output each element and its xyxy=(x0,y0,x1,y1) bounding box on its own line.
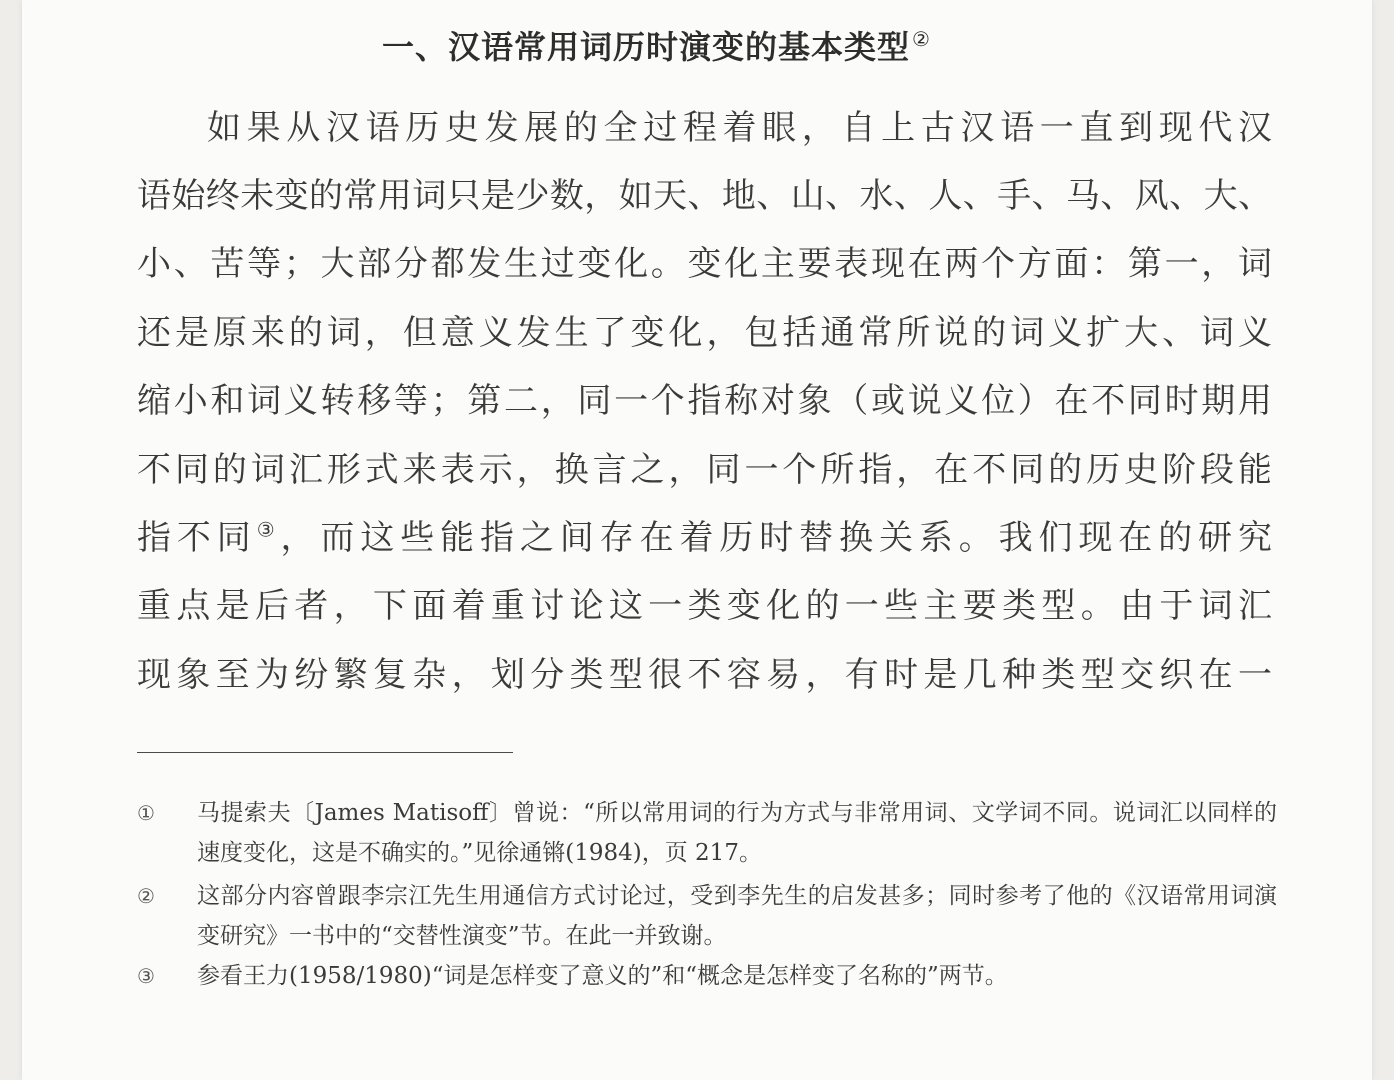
footnote-2-number: ② xyxy=(137,884,155,908)
footnote-3 xyxy=(137,956,1277,1000)
footnote-3-number: ③ xyxy=(137,964,155,988)
body-line-7 xyxy=(137,518,1272,558)
body-line-4: 还是原来的词，但意义发生了变化，包括通常所说的词义扩大、词义 xyxy=(137,313,1272,353)
body-line-3: 小、苦等；大部分都发生过变化。变化主要表现在两个方面：第一，词 xyxy=(137,244,1272,284)
body-line-8: 重点是后者，下面着重讨论这一类变化的一些主要类型。由于词汇 xyxy=(137,586,1272,626)
section-heading-text: 一、汉语常用词历时演变的基本类型 xyxy=(382,28,911,66)
body-line-5: 缩小和词义转移等；第二，同一个指称对象（或说义位）在不同时期用 xyxy=(137,381,1272,421)
footnote-separator xyxy=(137,752,513,753)
footnote-1-text: 马提索夫〔James Matisoff〕曾说：“所以常用词的行为方式与非常用词、文学词不同。说词汇以同样的速度变化，这是不确实的。”见徐通锵(1984)，页 217。 xyxy=(197,800,1277,866)
body-line-9: 现象至为纷繁复杂，划分类型很不容易，有时是几种类型交织在一 xyxy=(137,655,1272,695)
body-line-1: 如果从汉语历史发展的全过程着眼，自上古汉语一直到现代汉 xyxy=(207,108,1272,148)
footnote-2 xyxy=(137,876,1277,960)
footnote-ref-3[interactable]: ③ xyxy=(256,517,281,542)
footnote-ref-2[interactable]: ② xyxy=(912,27,931,52)
body-line-7-end: ，而这些能指之间存在着历时替换关系。我们现在的研究 xyxy=(280,518,1272,558)
footnote-1 xyxy=(137,793,1277,877)
body-line-7-start: 指不同 xyxy=(137,518,257,558)
footnote-3-text: 参看王力(1958/1980)“词是怎样变了意义的”和“概念是怎样变了名称的”两节。 xyxy=(197,963,1008,989)
footnote-2-text: 这部分内容曾跟李宗江先生用通信方式讨论过，受到李先生的启发甚多；同时参考了他的《汉语常用词演变研究》一书中的“交替性演变”节。在此一并致谢。 xyxy=(197,883,1277,949)
body-line-2: 语始终未变的常用词只是少数，如天、地、山、水、人、手、马、风、大、 xyxy=(137,176,1272,216)
book-page xyxy=(22,0,1372,1080)
body-line-6: 不同的词汇形式来表示，换言之，同一个所指，在不同的历史阶段能 xyxy=(137,450,1272,490)
footnote-1-number: ① xyxy=(137,801,155,825)
section-heading xyxy=(382,22,1082,68)
